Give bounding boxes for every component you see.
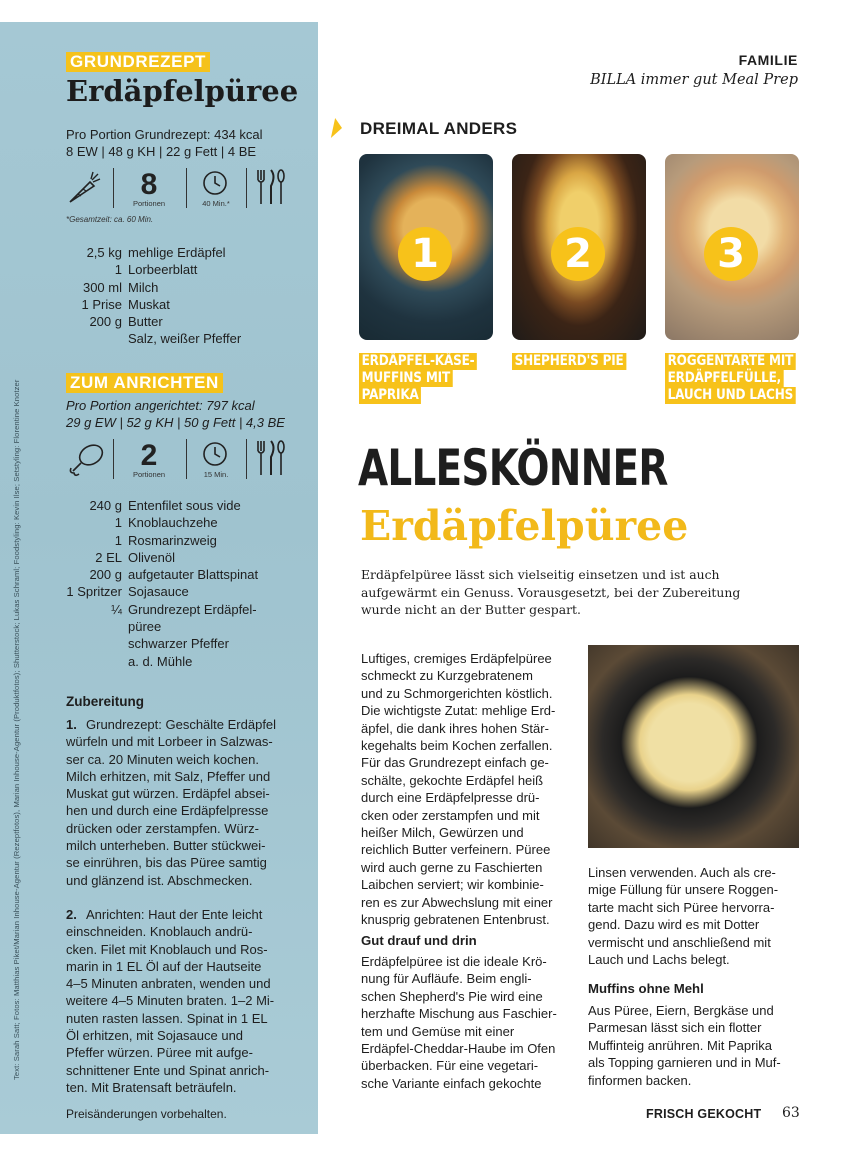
serve-time: 15 Min. <box>203 470 229 479</box>
text-line: knusprig gebratenen Entenbrust. <box>361 912 550 928</box>
text-line: Anrichten: Haut der Ente leicht <box>86 907 263 922</box>
ingredient-amount: 200 g <box>89 567 122 583</box>
text-line: drücken oder zerstampfen. Würz- <box>66 820 259 836</box>
serve-portions-label: Portionen <box>132 470 166 479</box>
ingredient-name: schwarzer Pfeffer <box>128 636 229 652</box>
ingredient-amount: 1 Prise <box>81 296 122 312</box>
variation-3-number: 3 <box>704 227 758 281</box>
article-title: Erdäpfelpüree <box>360 502 689 550</box>
basic-ingredient-list <box>66 244 298 348</box>
ingredient-row <box>66 566 306 583</box>
text-line: weitere 4–5 Minuten braten. 1–2 Mi- <box>66 993 275 1009</box>
variation-title-line: SHEPHERD'S PIE <box>512 353 626 370</box>
text-line: Öl erhitzen, mit Sojasauce und <box>66 1028 244 1044</box>
subhead-muffins: Muffins ohne Mehl <box>588 981 704 996</box>
ingredient-row <box>66 244 298 261</box>
drumstick-icon <box>66 441 106 477</box>
text-line: Pfeffer würzen. Püree mit aufge- <box>66 1045 253 1061</box>
variation-title-line: ROGGENTARTE MIT <box>665 353 796 370</box>
text-line: tem und Gemüse mit einer <box>361 1023 515 1039</box>
text-line: Laibchen serviert; wir kombinie- <box>361 877 544 893</box>
serve-ingredient-list <box>66 497 306 670</box>
basic-nutrition-line-2: 8 EW | 48 g KH | 22 g Fett | 4 BE <box>66 144 257 159</box>
ingredient-row <box>66 497 306 514</box>
text-line: ren es zur Abwechslung mit einer <box>361 894 553 910</box>
ingredient-name: Rosmarinzweig <box>128 532 217 548</box>
variation-title-line: PAPRIKA <box>359 387 421 404</box>
ingredient-amount: 2,5 kg <box>86 245 122 260</box>
article-column-2-continued <box>588 1002 803 1089</box>
variation-title-line: ERDÄPFEL-KÄSE- <box>359 353 477 370</box>
ingredient-row <box>66 601 306 618</box>
ingredient-name: Sojasauce <box>128 584 189 600</box>
ingredient-row <box>66 618 306 635</box>
section-label: FAMILIE <box>738 52 798 68</box>
ingredient-name: Salz, weißer Pfeffer <box>128 331 242 347</box>
article-column-2 <box>588 864 803 968</box>
text-line: heißer Milch, Gewürzen und <box>361 825 524 841</box>
text-line: mige Füllung für unsere Roggen- <box>588 882 779 898</box>
text-line: einschneiden. Knoblauch andrü- <box>66 924 253 940</box>
text-line: Linsen verwenden. Auch als cre- <box>588 865 776 880</box>
text-line: schälte, gekochte Erdäpfel heiß <box>361 772 544 788</box>
text-line: hen und durch eine Erdäpfelpresse <box>66 803 269 819</box>
text-line: ser ca. 20 Minuten weich kochen. <box>66 751 259 767</box>
text-line: cken oder zerstampfen und mit <box>361 807 540 823</box>
text-line: sche Variante einfach gekochte <box>361 1075 542 1091</box>
text-line: nuten rasten lassen. Spinat in 1 EL <box>66 1010 268 1026</box>
cutlery-icon <box>252 168 288 206</box>
text-line: finformen backen. <box>588 1072 692 1088</box>
text-line: milch unterheben. Butter stückwei- <box>66 838 266 854</box>
variation-1-title <box>359 352 524 403</box>
variation-title-line: LAUCH UND LACHS <box>665 387 796 404</box>
ingredient-name: a. d. Mühle <box>128 653 193 669</box>
ingredient-amount: 200 g <box>89 314 122 330</box>
ingredient-amount: 1 <box>114 262 122 278</box>
variation-1-number: 1 <box>398 227 452 281</box>
ingredient-amount <box>66 653 128 670</box>
ingredient-amount: 2 EL <box>95 549 122 565</box>
ingredient-name: Muskat <box>128 296 170 312</box>
ingredient-name: Grundrezept Erdäpfel- <box>128 601 257 617</box>
step-1 <box>66 716 298 889</box>
ingredient-row <box>66 313 298 330</box>
basic-recipe-label: GRUNDREZEPT <box>66 52 210 72</box>
text-line: als Topping garnieren und in Muf- <box>588 1055 781 1071</box>
ingredient-name: püree <box>128 619 162 635</box>
text-line: würfeln und mit Lorbeer in Salzwas- <box>66 734 273 750</box>
article-intro <box>361 566 791 619</box>
variation-title-line: MUFFINS MIT <box>359 370 453 387</box>
ingredient-amount: 1 <box>114 532 122 548</box>
carrot-icon <box>66 170 102 206</box>
text-line: Muffinteig anrühren. Mit Paprika <box>588 1037 773 1053</box>
text-line: se einrühren, bis das Püree samtig <box>66 855 267 871</box>
divider <box>246 439 247 479</box>
variation-3-title <box>665 352 830 403</box>
text-line: wurde nicht an der Butter gespart. <box>361 602 581 618</box>
text-line: Erdäpfel-Cheddar-Haube im Ofen <box>361 1041 556 1057</box>
text-line: marin in 1 EL Öl auf der Hautseite <box>66 958 262 974</box>
text-line: wird auch gerne zu Faschierten <box>361 859 543 875</box>
step-1-text <box>66 716 298 889</box>
ingredient-amount <box>66 618 128 635</box>
ingredient-row <box>66 549 306 566</box>
ingredient-amount <box>66 330 128 347</box>
divider <box>186 439 187 479</box>
text-line: Grundrezept: Geschälte Erdäpfel <box>86 717 277 732</box>
section-subtitle: BILLA immer gut Meal Prep <box>590 72 798 88</box>
ingredient-amount: 300 ml <box>82 279 122 295</box>
basic-portions: 8 <box>140 168 158 201</box>
basic-info-icons <box>66 168 296 208</box>
page-number: 63 <box>782 1105 800 1121</box>
ingredient-row <box>66 532 306 549</box>
step-1-number: 1. <box>66 717 77 732</box>
text-line: schmeckt zu Kurzgebratenem <box>361 668 533 684</box>
text-line: Für das Grundrezept einfach ge- <box>361 755 549 771</box>
step-2-number: 2. <box>66 907 77 922</box>
clock-icon <box>202 170 228 196</box>
ingredient-name: Butter <box>128 314 163 330</box>
ingredient-row <box>66 330 298 347</box>
ingredient-name: Milch <box>128 279 159 295</box>
step-2 <box>66 906 298 1096</box>
clock-icon <box>202 441 228 467</box>
text-line: schnittener Ente und Spinat anrich- <box>66 1062 270 1078</box>
text-line: reichlich Butter verfeinern. Püree <box>361 842 551 858</box>
text-line: Erdäpfelpüree lässt sich vielseitig einsetzen und ist auch <box>361 567 720 582</box>
serve-info-icons <box>66 439 296 479</box>
text-line: Aus Püree, Eiern, Bergkäse und <box>588 1003 774 1018</box>
magazine-name: FRISCH GEKOCHT <box>646 1107 762 1121</box>
ingredient-row <box>66 279 298 296</box>
text-line: tarte macht sich Püree hervorra- <box>588 899 775 915</box>
serve-nutrition-line-1: Pro Portion angerichtet: 797 kcal <box>66 398 255 413</box>
ingredient-amount <box>66 635 128 652</box>
step-2-text <box>66 906 298 1096</box>
ingredient-row <box>66 653 306 670</box>
text-line: Luftiges, cremiges Erdäpfelpüree <box>361 651 552 666</box>
basic-total-time: *Gesamtzeit: ca. 60 Min. <box>66 215 154 224</box>
text-line: und zu Schmorgerichten köstlich. <box>361 685 553 701</box>
cutlery-icon <box>252 439 288 477</box>
text-line: äpfel, die dank ihres hohen Stär- <box>361 720 549 736</box>
text-line: Die wichtigste Zutat: mehlige Erd- <box>361 703 556 719</box>
variation-2-number: 2 <box>551 227 605 281</box>
recipe-title: Erdäpfelpüree <box>66 74 299 108</box>
text-line: überbacken. Für eine vegetari- <box>361 1058 539 1074</box>
divider <box>113 168 114 208</box>
text-line: cken. Filet mit Knoblauch und Ros- <box>66 941 268 957</box>
text-line: vermischt und anschließend mit <box>588 934 771 950</box>
text-line: nung für Aufläufe. Beim engli- <box>361 971 532 987</box>
text-line: 4–5 Minuten anbraten, wenden und <box>66 976 271 992</box>
text-line: aufgewärmt ein Genuss. Vorausgesetzt, bei der Zubereitung <box>361 584 741 600</box>
ingredient-name: Knoblauchzehe <box>128 515 218 531</box>
ingredient-row <box>66 635 306 652</box>
ingredient-name: Entenfilet sous vide <box>128 498 241 513</box>
ingredient-name: mehlige Erdäpfel <box>128 245 226 260</box>
article-kicker: ALLESKÖNNER <box>358 439 668 497</box>
three-ways-marker <box>331 118 344 138</box>
photo-credits: Text: Sarah Satt; Fotos: Matthias Piket/Marian Inhouse-Agentur (Rezeptfotos), Marian Inhouse-Agentur (Produktfotos); Shutterstock; Lukas Schraml; Foodstyling: Kevin Ilse; Setstyling: Florentine Knotzer <box>12 379 21 1080</box>
serve-nutrition-line-2: 29 g EW | 52 g KH | 50 g Fett | 4,3 BE <box>66 415 285 430</box>
serve-label: ZUM ANRICHTEN <box>66 373 223 393</box>
text-line: Lauch und Lachs belegt. <box>588 952 730 968</box>
text-line: kegehalts beim Kochen zerfallen. <box>361 738 553 754</box>
basic-time: 40 Min.* <box>202 199 230 208</box>
divider <box>186 168 187 208</box>
text-line: herzhafte Mischung aus Faschier- <box>361 1006 557 1022</box>
article-column-1 <box>361 650 581 929</box>
text-line: schen Shepherd's Pie wird eine <box>361 988 543 1004</box>
ingredient-row <box>66 583 306 600</box>
three-ways-heading: DREIMAL ANDERS <box>360 119 518 138</box>
divider <box>246 168 247 208</box>
ingredient-name: Olivenöl <box>128 549 175 565</box>
ingredient-amount: 240 g <box>89 498 122 513</box>
text-line: Erdäpfelpüree ist die ideale Krö- <box>361 954 547 969</box>
text-line: Milch erhitzen, mit Salz, Pfeffer und <box>66 768 271 784</box>
variation-2-title <box>512 352 677 369</box>
mashed-potato-photo <box>588 645 799 848</box>
text-line: und glänzend ist. Abschmecken. <box>66 872 253 888</box>
variation-title-line: ERDÄPFELFÜLLE, <box>665 370 784 387</box>
ingredient-amount: 1 <box>114 515 122 531</box>
price-note: Preisänderungen vorbehalten. <box>66 1107 227 1121</box>
basic-nutrition-line-1: Pro Portion Grundrezept: 434 kcal <box>66 127 263 142</box>
text-line: Parmesan lässt sich ein flotter <box>588 1020 762 1036</box>
serve-portions: 2 <box>140 439 158 472</box>
text-line: durch eine Erdäpfelpresse drü- <box>361 790 540 806</box>
ingredient-amount: 1 Spritzer <box>66 584 122 600</box>
ingredient-name: Lorbeerblatt <box>128 262 198 278</box>
basic-portions-label: Portionen <box>132 199 166 208</box>
ingredient-name: aufgetauter Blattspinat <box>128 567 259 583</box>
text-line: gend. Dazu wird es mit Dotter <box>588 917 760 933</box>
ingredient-row <box>66 296 298 313</box>
subhead-gut-drauf: Gut drauf und drin <box>361 933 477 948</box>
ingredient-amount: ¼ <box>111 601 122 617</box>
ingredient-row <box>66 514 306 531</box>
text-line: Muskat gut würzen. Erdäpfel absei- <box>66 786 270 802</box>
article-column-1-continued <box>361 953 581 1092</box>
ingredient-row <box>66 261 298 278</box>
divider <box>113 439 114 479</box>
prep-heading: Zubereitung <box>66 694 144 709</box>
text-line: ten. Mit Bratensaft beträufeln. <box>66 1079 237 1095</box>
